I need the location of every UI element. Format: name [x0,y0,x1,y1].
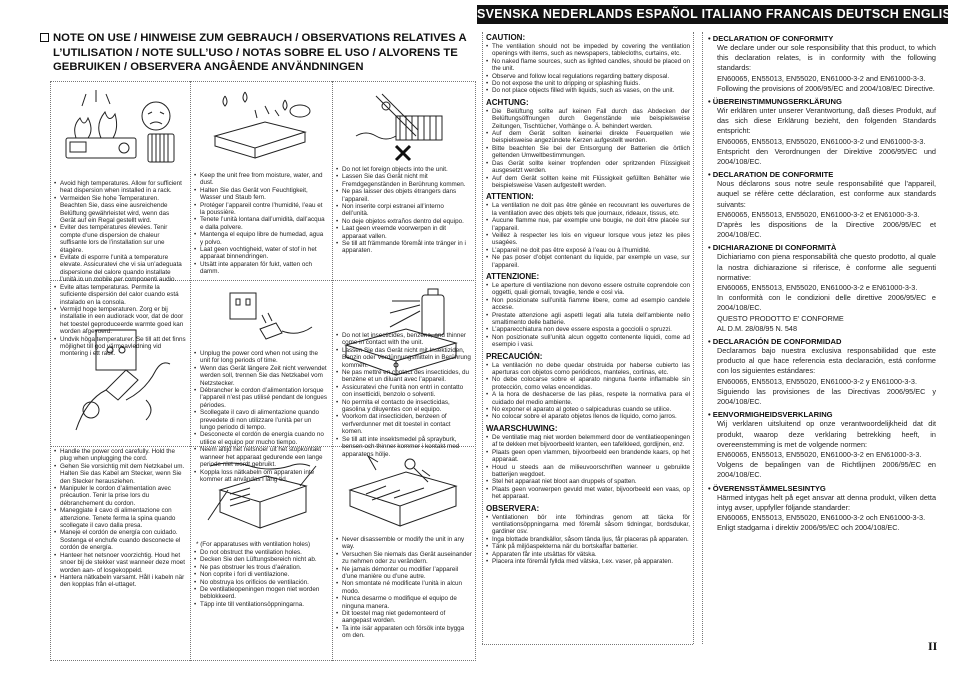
section-heading: ATTENTION: [486,192,534,202]
column-divider [702,32,703,644]
bullet-item: • Non inserite corpi estranei all’interno dell’unità. [336,203,472,218]
warning-item: • A la hora de deshacerse de las pilas, respete la normativa para el cuidado del medio ambiente. [486,391,690,406]
declaration-text: Following the provisions of 2006/95/EC and 2004/108/EC Directive. [717,83,935,93]
bullet-item: • Do not let insecticides, benzene, and thinner come in contact with the unit. [336,332,472,347]
bullet-item: • Neem altijd het netsnoer uit het stopkontakt wanneer het apparaat gedurende een lange periode niet wordt gebruikt. [194,446,328,468]
bullet-item: • Tenete l’unità lontana dall’umidità, dall’acqua e dalla polvere. [194,216,328,231]
language-bar: SVENSKA NEDERLANDS ESPAÑOL ITALIANO FRANCAIS DEUTSCH ENGLISH [477,5,948,24]
bullet-item: • Lassen Sie das Gerät nicht mit Insektiziden, Benzin oder Verdünnungsmitteln in Berührung kommen. [336,347,472,369]
declaration-text: EN60065, EN55013, EN55020, EN61000-3-2 e EN61000-3-3. [717,283,918,293]
bullet-item: • Do not obstruct the ventilation holes. [194,549,328,556]
bullet-item: • Protéger l’appareil contre l’humidité, l’eau et la poussière. [194,202,328,217]
declaration-heading: • DECLARACIÓN DE CONFORMIDAD [708,337,842,347]
column-divider [482,32,483,644]
bullet-item: • Ta inte isär apparaten och försök inte bygga om den. [336,625,472,640]
grid-divider [190,81,191,661]
section-heading: ATTENZIONE: [486,271,540,281]
bullet-item: • No permita el contacto de insecticidas, gasolina y diluyentes con el equipo. [336,399,472,414]
warning-item: • La ventilación no debe quedar obstruida por haberse cubierto las aperturas con objetos como periódicos, manteles, cortinas, etc. [486,362,690,377]
warning-item: • Do not place objects filled with liquids, such as vases, on the unit. [486,87,690,94]
warning-item: • Non posizionate sull’unità alcun oggetto contenente liquidi, come ad esempio i vasi. [486,334,690,349]
warning-item: • No colocar sobre el aparato objetos llenos de líquido, como jarros. [486,413,690,420]
warning-item: • La ventilation ne doit pas être gênée en recouvrant les ouvertures de la ventilation avec des objets tels que journaux, rideaux, tissus, etc. [486,202,690,217]
warning-item: • Plaats geen voorwerpen gevuld met water, bijvoorbeeld een vaas, op het apparaat. [486,486,690,501]
warning-item: • No naked flame sources, such as lighted candles, should be placed on the unit. [486,58,690,73]
bullet-item: • Täpp inte till ventilationsöppningarna. [194,601,328,608]
bullet-item: • Non coprite i fori di ventilazione. [194,571,328,578]
bullet-item: • Scollegate il cavo di alimentazione quando prevedete di non utilizzare l’unità per un lungo periodo di tempo. [194,409,328,431]
page-number: II [928,639,938,653]
bullet-item: • Unplug the power cord when not using the unit for long periods of time. [194,350,328,365]
declaration-text: Declaramos bajo nuestra exclusiva responsabilidad que este producto al que hace referencia esta declaración, está conforme con los siguientes estándares: [717,346,936,376]
section-heading: WAARSCHUWING: [486,423,558,433]
ventilation-illustration-icon [200,460,324,540]
heat-note [54,180,186,358]
warning-item: • Do not expose the unit to dripping or splashing fluids. [486,80,690,87]
bullet-item: • Mantenga el equipo libre de humedad, agua y polvo. [194,231,328,246]
declaration-text: QUESTO PRODOTTO E’ CONFORME [717,313,844,323]
declaration-text: AL D.M. 28/08/95 N. 548 [717,323,798,333]
section-heading: ACHTUNG: [486,97,529,107]
section-heading: CAUTION: [486,33,526,42]
ventilation-note [194,549,328,659]
foreign-objects-note [336,166,472,276]
bullet-item: • Koppla loss nätkabeln om apparaten inte kommer att användas i lång tid. [194,469,328,484]
declaration-heading: • ÜBEREINSTIMMUNGSERKLÄRUNG [708,97,842,107]
bullet-item: • Laat geen vreemde voorwerpen in dit apparaat vallen. [336,225,472,240]
warning-item: • Le aperture di ventilazione non devono essere ostruite coprendole con oggetti, quali giornali, tovaglie, tende e così via. [486,282,690,297]
bullet-item: • Never disassemble or modify the unit in any way. [336,536,472,551]
heat-illustration-icon [56,86,186,178]
column-divider [482,644,693,645]
bullet-item: • Halten Sie das Gerät von Feuchtigkeit, Wasser und Staub fern. [194,187,328,202]
bullet-item: • Handle the power cord carefully. Hold the plug when unplugging the cord. [54,448,186,463]
bullet-item: • Utsätt inte apparaten för fukt, vatten och damm. [194,261,328,276]
declaration-heading: • EENVORMIGHEIDSVERKLARING [708,410,833,420]
warning-item: • Auf dem Gerät sollten keine mit Flüssigkeit gefüllten Behälter wie beispielsweise Vasen aufgestellt werden. [486,175,690,190]
bullet-item: • Hantera nätkabeln varsamt. Håll i kabeln när den kopplas från el-uttaget. [54,574,186,589]
bullet-item: • Keep the unit free from moisture, water, and dust. [194,172,328,187]
disassemble-illustration-icon [336,450,472,534]
bullet-item: • No deje objetos extraños dentro del equipo. [336,218,472,225]
declaration-text: Entspricht den Verordnungen der Direktive 2006/95/EC und 2004/108/EC. [717,146,936,167]
declaration-text: Nous déclarons sous notre seule responsabilité que l’appareil, auquel se réfère cette déclaration, est conforme aux standards suivants: [717,179,936,209]
declaration-text: Dichiariamo con piena responsabilità che questo prodotto, al quale la nostra dichiarazione si riferisce, è conforme alle seguenti normative: [717,252,936,282]
bullet-item: • Evitate di esporre l’unità a temperature elevate. Assicuratevi che vi sia un’adeguata dispersione del calore quando installate l’unità in un mobile per componenti audio. [54,254,186,284]
warning-item: • Die Belüftung sollte auf keinen Fall durch das Abdecken der Belüftungsöffnungen durch Gegenstände wie beispielsweise Zeitungen, Tischtücher, Vorhänge o. Ä. behindert werden. [486,108,690,130]
declarations-column [708,31,936,653]
bullet-item: • Laat geen vochtigheid, water of stof in het apparaat binnendringen. [194,246,328,261]
ventilation-note-caption: * (For apparatuses with ventilation holes) [196,541,311,548]
bullet-item: • Avoid high temperatures. Allow for sufficient heat dispersion when installed in a rack. [54,180,186,195]
insecticide-note [336,332,472,458]
declaration-heading: • DECLARATION OF CONFORMITY [708,34,834,43]
warning-item: • Tänk på miljöaspekterna när du bortskaffar batterier. [486,543,690,550]
warning-item: • Inga blottade brandkällor, såsom tända ljus, får placeras på apparaten. [486,536,690,543]
declaration-text: Wij verklaren uitsluitend op onze verantwoordelijkheid dat dit produkt, waarop deze verklaring betrekking heeft, in overeenstemming is met de volgende normen: [717,419,936,449]
warning-item: • Aucune flamme nue, par exemple une bougie, ne doit être placée sur l’appareil. [486,217,690,232]
bullet-item: • Manipuler le cordon d’alimentation avec précaution. Tenir la prise lors du débranchement du cordon. [54,485,186,507]
declaration-text: EN60065, EN55013, EN55020, EN61000-3-2 en EN61000-3-3. [717,449,922,459]
warning-item: • Stel het apparaat niet bloot aan druppels of spatten. [486,478,690,485]
warning-item: • Auf dem Gerät sollten keinerlei direkte Feuerquellen wie beispielsweise angezündete Kerzen aufgestellt werden. [486,130,690,145]
bullet-item: • Débrancher le cordon d’alimentation lorsque l’appareil n’est pas utilisé pendant de longues périodes. [194,387,328,409]
declaration-heading: • DICHIARAZIONE DI CONFORMITÀ [708,243,837,253]
bullet-item: • Maneggiate il cavo di alimentazione con attenzione. Tenete ferma la spina quando scollegate il cavo dalla presa. [54,507,186,529]
warning-item: • De ventilatie mag niet worden belemmerd door de ventilatieopeningen af te dekken met bijvoorbeeld kranten, een tafelkleed, gordijnen, enz. [486,434,690,449]
bullet-item: • Nunca desarme o modifique el equipo de ninguna manera. [336,595,472,610]
bullet-item: • Desconecte el cordón de energía cuando no utilice el equipo por mucho tiempo. [194,431,328,446]
bullet-item: • Gehen Sie vorsichtig mit dem Netzkabel um. Halten Sie das Kabel am Stecker, wenn Sie den Stecker herausziehen. [54,463,186,485]
warning-item: • Observe and follow local regulations regarding battery disposal. [486,73,690,80]
declaration-text: EN60065, EN55013, EN55020, EN61000-3-2 und EN61000-3-3. [717,136,926,146]
declaration-text: Härmed intygas helt på eget ansvar att denna produkt, vilken detta intyg avser, uppfyller följande standarder: [717,492,936,512]
warning-item: • Plaats geen open vlammen, bijvoorbeeld een brandende kaars, op het apparaat. [486,449,690,464]
bullet-item: • Lassen Sie das Gerät nicht mit Fremdgegenständen in Berührung kommen. [336,173,472,188]
declaration-heading: • DECLARATION DE CONFORMITE [708,170,834,180]
warning-item: • Veillez à respecter les lois en vigueur lorsque vous jetez les piles usagées. [486,232,690,247]
declaration-text: EN60065, EN55013, EN55020, EN61000-3-2 och EN61000-3-3. [717,512,926,522]
warning-item: • L’apparecchiatura non deve essere esposta a gocciolii o spruzzi. [486,326,690,333]
bullet-item: • No obstruya los orificios de ventilación. [194,579,328,586]
declaration-text: EN60065, EN55013, EN55020, EN61000-3-2 et EN61000-3-3. [717,209,920,219]
section-heading: PRECAUCIÓN: [486,351,543,361]
bullet-item: • De ventilatieopeningen mogen niet worden beblokkeerd. [194,586,328,601]
bullet-item: • Wenn das Gerät längere Zeit nicht verwendet werden soll, trennen Sie das Netzkabel vom Netzstecker. [194,365,328,387]
warning-item: • Apparaten får inte utsättas för vätska. [486,551,690,558]
warning-item: • Placera inte föremål fyllda med vätska, t.ex. vaser, på apparaten. [486,558,690,565]
declaration-text: Wir erklären unter unserer Verantwortung, daß dieses Produkt, auf das sich diese Erklärung bezieht, den folgenden Standards entspricht: [717,106,936,136]
declaration-text: Volgens de bepalingen van de Richtlijnen 2006/95/EC en 2004/108/EC. [717,460,936,480]
warning-item: • Das Gerät sollte keiner tropfenden oder spritzenden Flüssigkeit ausgesetzt werden. [486,160,690,175]
bullet-item: • Dit toestel mag niet gedemonteerd of aangepast worden. [336,610,472,625]
warning-item: • Ne pas poser d’objet contenant du liquide, par exemple un vase, sur l’appareil. [486,254,690,269]
grid-divider [332,81,333,661]
warning-item: • Houd u steeds aan de milieuvoorschriften wanneer u gebruikte batterijen wegdoet. [486,464,690,479]
bullet-item: • Decken Sie den Lüftungsbereich nicht ab. [194,556,328,563]
bullet-item: • Ne jamais démonter ou modifier l’appareil d’une manière ou d’une autre. [336,566,472,581]
safety-warnings-column [486,30,690,642]
unplug-note [194,350,328,483]
moisture-illustration-icon [195,86,327,166]
bullet-item: • Do not let foreign objects into the unit. [336,166,472,173]
bullet-item: • Undvik höga temperaturer. Se till att det finns möjlighet till god värmeavledning vid montering i ett rack. [54,336,186,358]
power-cord-illustration-icon [56,300,186,440]
bullet-item: • Eviter des températures élevées. Tenir compte d’une dispersion de chaleur suffisante lors de l’installation sur une étagère. [54,224,186,254]
page-title: NOTE ON USE / HINWEISE ZUM GEBRAUCH / OBSERVATIONS RELATIVES A L’UTILISATION / NOTE SULL’USO / NOTAS SOBRE EL USO / ALVORENS TE GEBRUIKEN / OBSERVERA ANGÅENDE ANVÄNDNINGEN [53,32,467,73]
warning-item: • Non posizionate sull’unità fiamme libere, come ad esempio candele accese. [486,297,690,312]
declaration-heading: • ÖVERENSSTÄMMELSESINTYG [708,483,826,493]
bullet-item: • Voorkom dat insecticiden, benzeen of verfverdunner met dit toestel in contact komen. [336,413,472,435]
bullet-item: • Assicuratevi che l’unità non entri in contatto con insetticidi, benzolo o solventi. [336,384,472,399]
power-cord-note [54,448,186,608]
warning-item: • L’appareil ne doit pas être exposé à l’eau ou à l’humidité. [486,247,690,254]
declaration-text: EN60065, EN55013, EN55020, EN61000-3-2 and EN61000-3-3. [717,73,926,83]
warning-item: • Ventilationen bör inte förhindras genom att täcka för ventilationsöppningarna med föremål såsom tidningar, bordsdukar, gardiner osv. [486,514,690,536]
bullet-item: • Versuchen Sie niemals das Gerät auseinander zu nehmen oder zu verändern. [336,551,472,566]
declaration-text: D’après les dispositions de la Directive 2006/95/EC et 2004/108/EC. [717,220,936,240]
bullet-item: • Maneje el cordón de energía con cuidado. Sostenga el enchufe cuando desconecte el cordón de energía. [54,529,186,551]
bullet-item: • Non smontate né modificate l’unità in alcun modo. [336,580,472,595]
disassemble-note [336,536,472,658]
section-heading: OBSERVERA: [486,503,540,513]
warning-item: • Bitte beachten Sie bei der Entsorgung der Batterien die örtlich geltenden Umweltbestimmungen. [486,145,690,160]
bullet-item: • Se till att främmande föremål inte tränger in i apparaten. [336,240,472,255]
declaration-text: In conformità con le condizioni delle direttive 2006/95/EC e 2004/108/EC. [717,293,936,313]
bullet-item: • Vermijd hoge temperaturen. Zorg er bij installatie in een audiorack voor, dat de door het toestel geproduceerde warmte goed kan worden afgevoerd. [54,306,186,336]
bullet-item: • Hanteer het netsnoer voorzichtig. Houd het snoer bij de stekker vast wanneer deze moet worden aan- of losgekoppeld. [54,552,186,574]
declaration-text: Enligt stadgarna i direktiv 2006/95/EC och 2004/108/EC. [717,523,900,533]
bullet-item: • Se till att inte insektsmedel på sprayburk, bensen och thinner kommer i kontakt med apparatens hölje. [336,436,472,458]
warning-item: • Prestate attenzione agli aspetti legati alla tutela dell’ambiente nello smaltimento delle batterie. [486,312,690,327]
bullet-item: • Evite altas temperaturas. Permite la suficiente dispersión del calor cuando está instalado en la consola. [54,284,186,306]
bullet-item: • Vermeiden Sie hohe Temperaturen. Beachten Sie, dass eine ausreichende Belüftung gewährleistet wird, wenn das Gerät auf ein Regal gestellt wird. [54,195,186,225]
column-divider [693,32,694,644]
declaration-text: EN60065, EN55013, EN55020, EN61000-3-2 y EN61000-3-3. [717,376,917,386]
foreign-objects-illustration-icon [336,86,472,166]
bullet-item: • Ne pas laisser des objets étrangers dans l’appareil. [336,188,472,203]
declaration-text: We declare under our sole responsibility that this product, to which this declaration relates, is in conformity with the following standards: [717,43,936,73]
warning-item: • No exponer el aparato al goteo o salpicaduras cuando se utilice. [486,406,690,413]
warning-item: • No debe colocarse sobre el aparato ninguna fuente inflamable sin protección, como velas encendidas. [486,376,690,391]
declaration-text: Siguiendo las provisiones de las Directivas 2006/95/EC y 2004/108/EC. [717,386,936,407]
warning-item: • The ventilation should not be impeded by covering the ventilation openings with items, such as newspapers, tablecloths, curtains, etc. [486,43,690,58]
bullet-item: • Ne pas mettre en contact des insecticides, du benzène et un diluant avec l’appareil. [336,369,472,384]
moisture-note [194,172,328,276]
bullet-item: • Ne pas obstruer les trous d’aération. [194,564,328,571]
unplug-illustration-icon [200,285,324,351]
